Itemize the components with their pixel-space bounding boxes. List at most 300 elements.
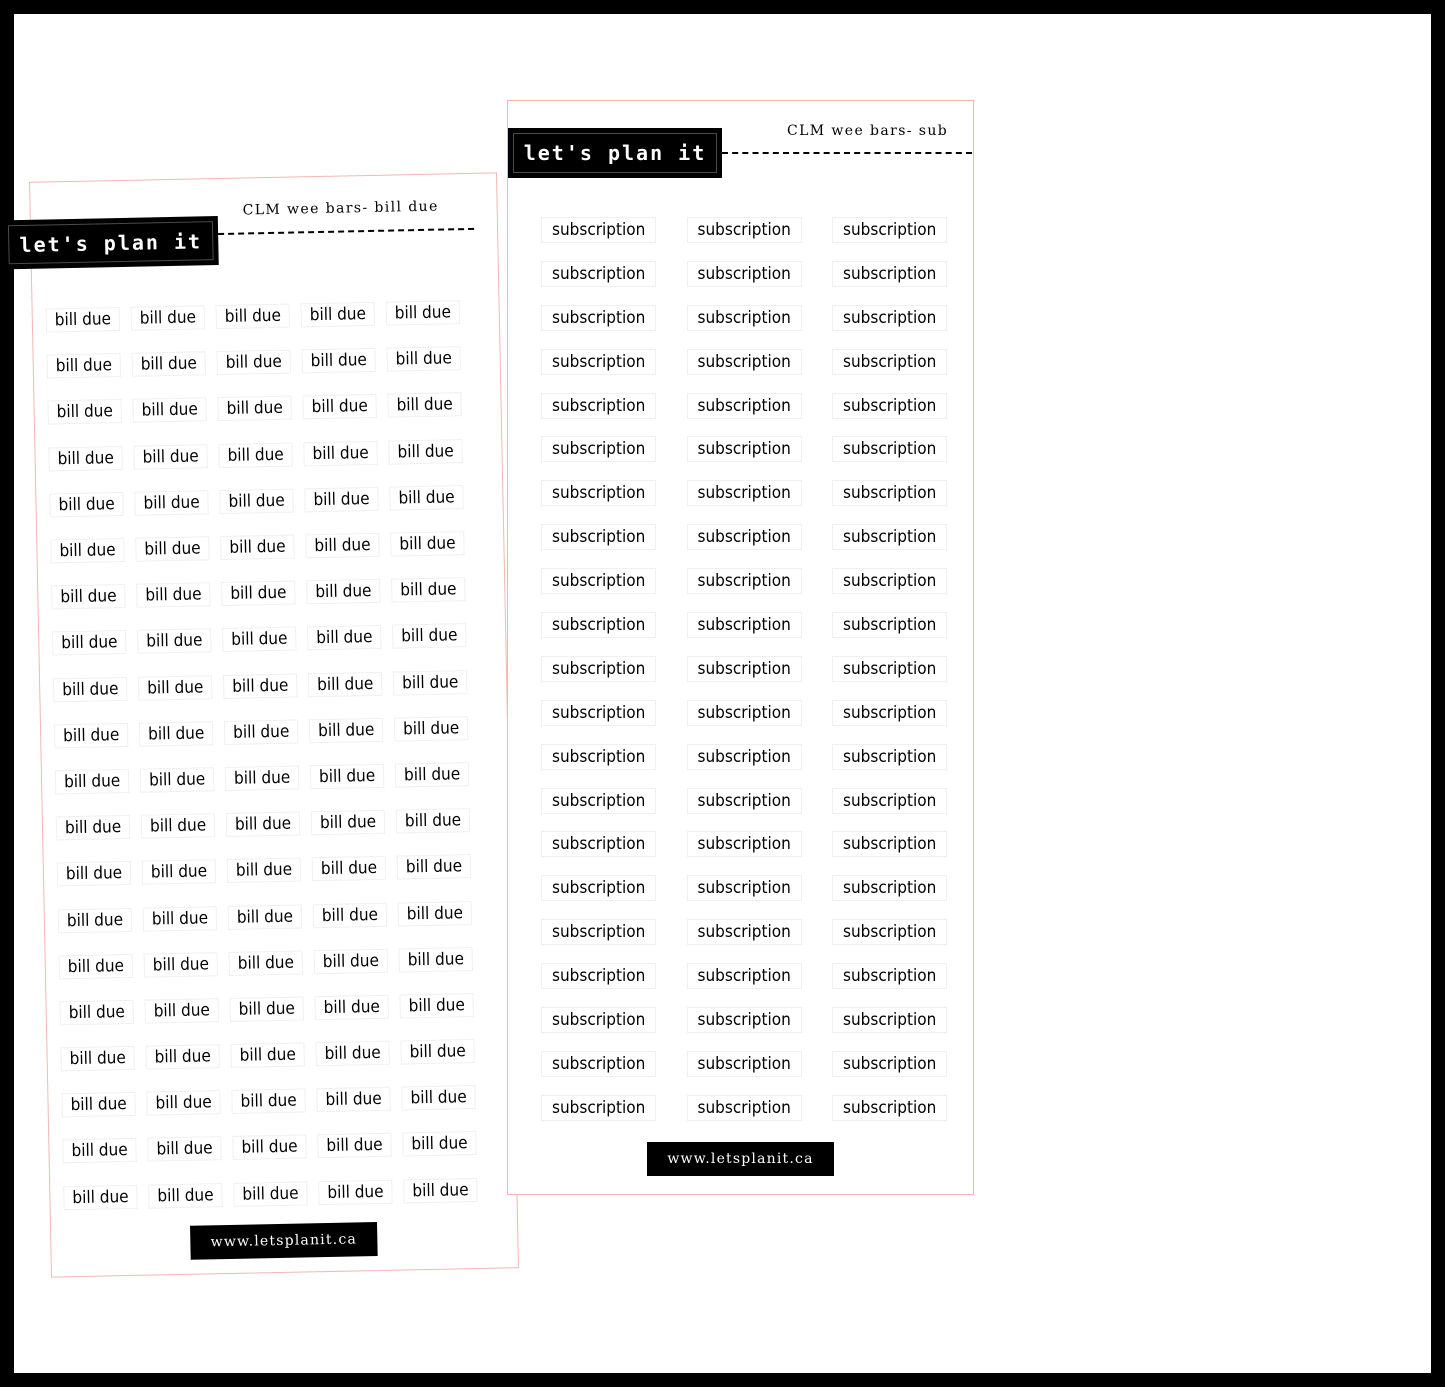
sticker-cell [313,1076,399,1124]
sticker-cell [44,388,130,436]
sticker-cell [688,384,834,428]
sticker-label: subscription [833,1096,946,1120]
sticker-label: bill due [315,950,388,973]
sticker-label: subscription [542,789,655,813]
sticker-label: bill due [48,354,121,377]
sticker-cell [388,566,474,614]
sticker-label: bill due [316,1042,389,1065]
sticker-cell [223,800,309,848]
sticker-cell [133,571,219,619]
sticker-cell [215,431,301,479]
sticker-cell [217,523,303,571]
sticker-label: subscription [688,481,801,505]
sticker-label: bill due [398,855,471,878]
sticker-label: subscription [688,657,801,681]
sticker-label: bill due [319,1180,392,1203]
sticker-cell [393,797,479,845]
sticker-label: bill due [387,347,460,370]
sticker-label: subscription [542,1096,655,1120]
sticker-label: bill due [392,578,465,601]
sticker-grid [42,289,485,1221]
sticker-label: subscription [833,964,946,988]
sticker-label: bill due [49,447,122,470]
sticker-cell [228,1077,314,1125]
sticker-cell [129,387,215,435]
sticker-cell [312,1030,398,1078]
sticker-label: bill due [60,955,133,978]
sticker-cell [542,954,688,998]
sticker-cell [833,954,979,998]
sticker-cell [384,381,470,429]
sticker-label: bill due [387,301,460,324]
sticker-grid [542,208,979,1130]
sticker-cell [136,710,222,758]
sticker-cell [213,339,299,387]
sticker-cell [688,340,834,384]
sticker-cell [688,252,834,296]
sticker-cell [387,520,473,568]
sticker-cell [46,481,132,529]
sticker-label: bill due [304,442,377,465]
sticker-cell [223,847,309,895]
sticker-label: bill due [229,905,302,928]
sticker-cell [688,515,834,559]
sticker-label: bill due [302,349,375,372]
sticker-label: bill due [303,395,376,418]
sticker-label: bill due [312,811,385,834]
sticker-cell [833,866,979,910]
brand-label-text: let's plan it [513,133,717,173]
sticker-label: subscription [833,876,946,900]
sticker-cell [833,647,979,691]
sticker-cell [58,1081,144,1129]
sticker-cell [225,939,311,987]
website-url: www.letsplanit.ca [647,1142,834,1176]
sticker-label: bill due [135,491,208,514]
sticker-cell [688,779,834,823]
sticker-label: bill due [402,1086,475,1109]
sticker-label: bill due [217,305,290,328]
sticker-cell [227,1031,313,1079]
sticker-cell [833,910,979,954]
sticker-label: subscription [542,437,655,461]
sticker-cell [131,479,217,527]
sticker-cell [542,779,688,823]
sticker-label: bill due [134,445,207,468]
sticker-cell [138,802,224,850]
sticker-cell [297,291,383,339]
sticker-label: bill due [396,763,469,786]
sticker-label: subscription [542,613,655,637]
sticker-label: bill due [315,996,388,1019]
sticker-label: bill due [218,397,291,420]
sticker-cell [395,936,481,984]
sticker-label: subscription [688,1096,801,1120]
sticker-label: bill due [222,582,295,605]
sticker-label: subscription [833,262,946,286]
sticker-label: bill due [400,948,473,971]
sticker-cell [688,910,834,954]
sticker-label: bill due [231,1044,304,1067]
sticker-label: bill due [228,859,301,882]
sticker-cell [307,753,393,801]
sticker-label: bill due [133,399,206,422]
sticker-label: subscription [542,218,655,242]
sticker-cell [302,522,388,570]
sticker-cell [393,843,479,891]
sticker-label: bill due [308,626,381,649]
sticker-cell [833,735,979,779]
sticker-cell [53,804,139,852]
sticker-cell [542,691,688,735]
sticker-cell [833,208,979,252]
sticker-label: subscription [542,262,655,286]
sticker-cell [688,296,834,340]
sticker-cell [688,427,834,471]
sticker-label: bill due [132,306,205,329]
sticker-cell [833,822,979,866]
sticker-label: subscription [688,1052,801,1076]
sticker-label: subscription [688,394,801,418]
sticker-cell [542,340,688,384]
sticker-cell [392,751,478,799]
sticker-cell [45,434,131,482]
sticker-label: bill due [307,580,380,603]
sticker-cell [399,1120,485,1168]
sticker-cell [382,289,468,337]
sticker-label: subscription [833,525,946,549]
sticker-label: subscription [833,1008,946,1032]
sticker-cell [390,658,476,706]
sticker-cell [833,691,979,735]
sticker-cell [310,937,396,985]
sticker-cell [301,475,387,523]
sticker-cell [315,1168,401,1216]
sticker-label: subscription [833,832,946,856]
sticker-label: subscription [688,745,801,769]
sticker-cell [55,942,141,990]
sticker-cell [383,335,469,383]
sticker-label: bill due [233,1136,306,1159]
sticker-label: subscription [688,218,801,242]
sticker-label: bill due [139,676,212,699]
sticker-label: bill due [64,1186,137,1209]
sticker-label: bill due [147,1091,220,1114]
sticker-label: bill due [63,1139,136,1162]
sticker-cell [688,1086,834,1130]
sticker-label: subscription [542,745,655,769]
sticker-sheet-subscription [507,100,974,1195]
sticker-label: bill due [149,1184,222,1207]
sticker-cell [135,664,221,712]
sticker-cell [221,708,307,756]
sticker-label: subscription [542,1052,655,1076]
sticker-cell [145,1172,231,1220]
sticker-label: subscription [833,437,946,461]
sticker-label: subscription [688,701,801,725]
sticker-cell [833,998,979,1042]
sticker-label: subscription [833,920,946,944]
sticker-label: bill due [219,443,292,466]
sticker-cell [138,848,224,896]
sticker-cell [397,1028,483,1076]
sticker-cell [542,296,688,340]
sticker-sheet-bill-due [19,172,519,1277]
sticker-cell [53,850,139,898]
sticker-cell [542,471,688,515]
sticker-label: bill due [57,816,130,839]
sticker-cell [144,1125,230,1173]
sticker-label: subscription [833,569,946,593]
sticker-cell [299,383,385,431]
sticker-label: bill due [230,951,303,974]
sticker-label: subscription [688,525,801,549]
sticker-label: subscription [833,218,946,242]
sticker-cell [833,1086,979,1130]
sticker-label: bill due [302,303,375,326]
sticker-cell [48,573,134,621]
sticker-label: subscription [688,920,801,944]
sticker-cell [303,568,389,616]
sticker-label: subscription [688,964,801,988]
sticker-label: bill due [404,1179,477,1202]
sticker-label: bill due [221,536,294,559]
sticker-cell [140,941,226,989]
sticker-label: subscription [833,657,946,681]
sticker-cell [833,384,979,428]
sticker-cell [833,603,979,647]
sticker-label: bill due [226,766,299,789]
sticker-label: bill due [218,351,291,374]
sticker-label: subscription [542,350,655,374]
sticker-label: subscription [833,481,946,505]
sticker-cell [833,779,979,823]
dashed-divider [218,228,474,235]
sticker-label: bill due [61,1001,134,1024]
sticker-cell [542,647,688,691]
sticker-label: bill due [62,1093,135,1116]
sticker-label: subscription [833,350,946,374]
sticker-cell [688,603,834,647]
sticker-cell [542,559,688,603]
sticker-label: bill due [318,1134,391,1157]
sticker-cell [833,296,979,340]
sticker-label: subscription [688,350,801,374]
sticker-cell [542,252,688,296]
sticker-cell [142,1033,228,1081]
sticker-label: subscription [542,569,655,593]
sticker-cell [386,474,472,522]
sticker-label: bill due [50,493,123,516]
sticker-label: bill due [234,1182,307,1205]
sticker-cell [688,471,834,515]
sticker-cell [542,910,688,954]
sticker-label: subscription [542,394,655,418]
sticker-cell [833,427,979,471]
sticker-cell [391,705,477,753]
sticker-label: bill due [314,903,387,926]
sticker-label: bill due [56,770,129,793]
sticker-cell [216,477,302,525]
sticker-cell [60,1173,146,1221]
sticker-label: bill due [136,537,209,560]
sticker-cell [542,1042,688,1086]
sticker-cell [141,987,227,1035]
sticker-cell [833,1042,979,1086]
sticker-label: bill due [230,997,303,1020]
sticker-cell [230,1170,316,1218]
sticker-label: subscription [542,701,655,725]
sticker-cell [308,799,394,847]
sticker-cell [542,384,688,428]
sticker-label: subscription [542,306,655,330]
sticker-cell [56,989,142,1037]
sticker-label: bill due [148,1138,221,1161]
sticker-label: subscription [542,832,655,856]
sticker-label: subscription [542,920,655,944]
sticker-cell [688,954,834,998]
sticker-cell [688,208,834,252]
sticker-cell [314,1122,400,1170]
sticker-label: subscription [542,525,655,549]
sticker-label: bill due [51,539,124,562]
sticker-label: bill due [48,400,121,423]
sticker-label: subscription [688,437,801,461]
sticker-label: subscription [542,657,655,681]
sticker-label: bill due [232,1090,305,1113]
sticker-cell [308,845,394,893]
sticker-cell [542,866,688,910]
sticker-cell [298,337,384,385]
sticker-label: bill due [53,631,126,654]
sticker-label: bill due [390,486,463,509]
sticker-label: bill due [391,532,464,555]
sticker-cell [304,614,390,662]
sticker-label: bill due [138,630,211,653]
sticker-cell [222,754,308,802]
sticker-label: bill due [47,308,120,331]
sticker-label: subscription [688,876,801,900]
website-url: www.letsplanit.ca [190,1222,378,1260]
sticker-label: subscription [833,613,946,637]
sticker-label: bill due [143,861,216,884]
sticker-label: bill due [394,671,467,694]
sticker-label: subscription [688,306,801,330]
sticker-label: bill due [146,1045,219,1068]
sticker-cell [688,691,834,735]
sticker-label: bill due [137,583,210,606]
sticker-label: bill due [52,585,125,608]
dashed-divider [722,152,972,154]
sticker-cell [214,385,300,433]
sticker-label: bill due [403,1133,476,1156]
sticker-cell [218,570,304,618]
sticker-cell [398,1074,484,1122]
sticker-label: subscription [688,613,801,637]
sticker-cell [59,1127,145,1175]
brand-label [3,216,219,269]
sticker-cell [542,427,688,471]
sticker-label: subscription [688,262,801,286]
sticker-label: bill due [399,902,472,925]
sticker-label: bill due [55,724,128,747]
sticker-cell [688,647,834,691]
sticker-label: subscription [688,789,801,813]
sticker-cell [311,983,397,1031]
sticker-label: bill due [305,488,378,511]
sticker-label: subscription [542,481,655,505]
sticker-cell [42,296,128,344]
sticker-label: bill due [225,720,298,743]
sticker-cell [219,616,305,664]
sticker-cell [688,735,834,779]
sticker-cell [300,429,386,477]
sticker-cell [542,515,688,559]
sticker-label: bill due [141,768,214,791]
brand-label-text: let's plan it [8,221,214,264]
sticker-label: bill due [58,862,131,885]
sticker-cell [542,1086,688,1130]
sticker-label: bill due [311,765,384,788]
sticker-label: subscription [833,1052,946,1076]
sticker-cell [305,660,391,708]
sticker-label: bill due [310,719,383,742]
sticker-cell [385,428,471,476]
sticker-label: subscription [542,1008,655,1032]
sticker-cell [224,893,310,941]
sticker-cell [400,1166,486,1214]
sticker-cell [52,758,138,806]
sheet-title: CLM wee bars- sub [787,123,949,139]
sticker-label: subscription [688,832,801,856]
sticker-cell [833,515,979,559]
sticker-cell [542,998,688,1042]
sticker-label: bill due [144,907,217,930]
sticker-label: bill due [393,625,466,648]
sticker-cell [47,527,133,575]
sticker-cell [130,433,216,481]
sticker-label: subscription [833,789,946,813]
sticker-cell [134,617,220,665]
sticker-label: bill due [388,394,461,417]
sticker-label: bill due [133,353,206,376]
sticker-cell [51,711,137,759]
sticker-cell [542,603,688,647]
sticker-label: bill due [400,994,473,1017]
sticker-label: bill due [61,1047,134,1070]
sticker-cell [43,342,129,390]
sticker-cell [139,894,225,942]
sticker-label: bill due [397,809,470,832]
sticker-label: bill due [317,1088,390,1111]
sticker-label: bill due [59,908,132,931]
sticker-label: bill due [389,440,462,463]
sticker-label: subscription [833,701,946,725]
sticker-label: bill due [142,814,215,837]
sticker-cell [220,662,306,710]
sticker-cell [688,822,834,866]
sticker-label: subscription [688,1008,801,1032]
sticker-label: subscription [542,964,655,988]
sticker-cell [542,208,688,252]
sticker-label: subscription [688,569,801,593]
sticker-label: subscription [542,876,655,900]
sticker-cell [833,559,979,603]
sticker-cell [137,756,223,804]
sticker-cell [688,866,834,910]
sticker-label: bill due [306,534,379,557]
sticker-label: bill due [227,813,300,836]
